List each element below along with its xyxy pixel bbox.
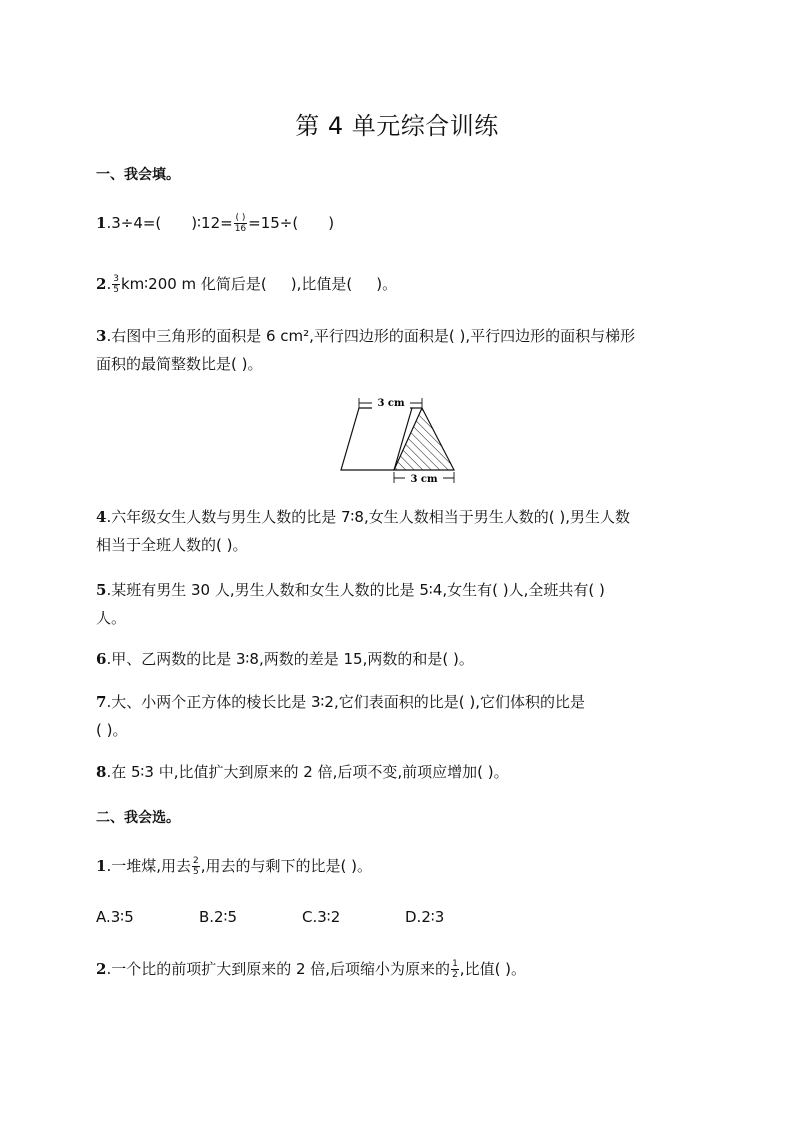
question-number: 2 (96, 960, 107, 978)
question-1: 1.3÷4=( )∶12= $\frac{( )}{16}$ =15÷( ) (96, 213, 335, 234)
question-2: 2. $\frac{3}{5}$ km∶200 m 化简后是( ),比值是( )。 (96, 274, 398, 295)
question-number: 1 (96, 857, 107, 875)
question-8: 8.在 5∶3 中,比值扩大到原来的 2 倍,后项不变,前项应增加( )。 (96, 763, 509, 781)
fraction: $\frac{3}{5}$ (113, 274, 119, 295)
question-number: 6 (96, 650, 107, 668)
question-number: 8 (96, 763, 107, 781)
page-title: 第 4 单元综合训练 (295, 112, 499, 140)
question-number: 4 (96, 508, 107, 526)
question-number: 7 (96, 693, 107, 711)
choice-question-2: 2.一个比的前项扩大到原来的 2 倍,后项缩小为原来的 $\frac{1}{2}$ ,比值( )。 (96, 959, 527, 980)
question-4: 4.六年级女生人数与男生人数的比是 7∶8,女生人数相当于男生人数的( ),男生人数 相当于全班人数的( )。 (96, 508, 630, 554)
question-number: 5 (96, 581, 107, 599)
geometry-figure (336, 392, 460, 488)
question-number: 3 (96, 327, 107, 345)
fraction: $\frac{1}{2}$ (452, 959, 458, 980)
section-fill-in-heading: 一、我会填。 (96, 167, 180, 183)
choice-options (96, 903, 706, 931)
top-dimension-label: 3 cm (377, 398, 405, 409)
option-c[interactable]: C.3∶2 (302, 908, 341, 926)
question-number: 2 (96, 275, 107, 293)
option-d[interactable]: D.2∶3 (405, 908, 445, 926)
option-b[interactable]: B.2∶5 (199, 908, 238, 926)
section-choose-heading: 二、我会选。 (96, 810, 180, 826)
question-3: 3.右图中三角形的面积是 6 cm²,平行四边形的面积是( ),平行四边形的面积与梯形 面积的最简整数比是( )。 (96, 327, 636, 373)
fraction: $\frac{( )}{16}$ (234, 213, 247, 234)
choice-question-1: 1.一堆煤,用去 $\frac{2}{5}$ ,用去的与剩下的比是( )。 (96, 856, 372, 877)
option-a[interactable]: A.3∶5 (96, 908, 134, 926)
question-6: 6.甲、乙两数的比是 3∶8,两数的差是 15,两数的和是( )。 (96, 650, 474, 668)
question-number: 1 (96, 214, 107, 232)
question-5: 5.某班有男生 30 人,男生人数和女生人数的比是 5∶4,女生有( )人,全班共有( ) 人。 (96, 581, 605, 627)
fraction: $\frac{2}{5}$ (192, 856, 199, 877)
bottom-dimension-label: 3 cm (410, 474, 438, 485)
question-7: 7.大、小两个正方体的棱长比是 3∶2,它们表面积的比是( ),它们体积的比是 ( )。 (96, 693, 585, 739)
